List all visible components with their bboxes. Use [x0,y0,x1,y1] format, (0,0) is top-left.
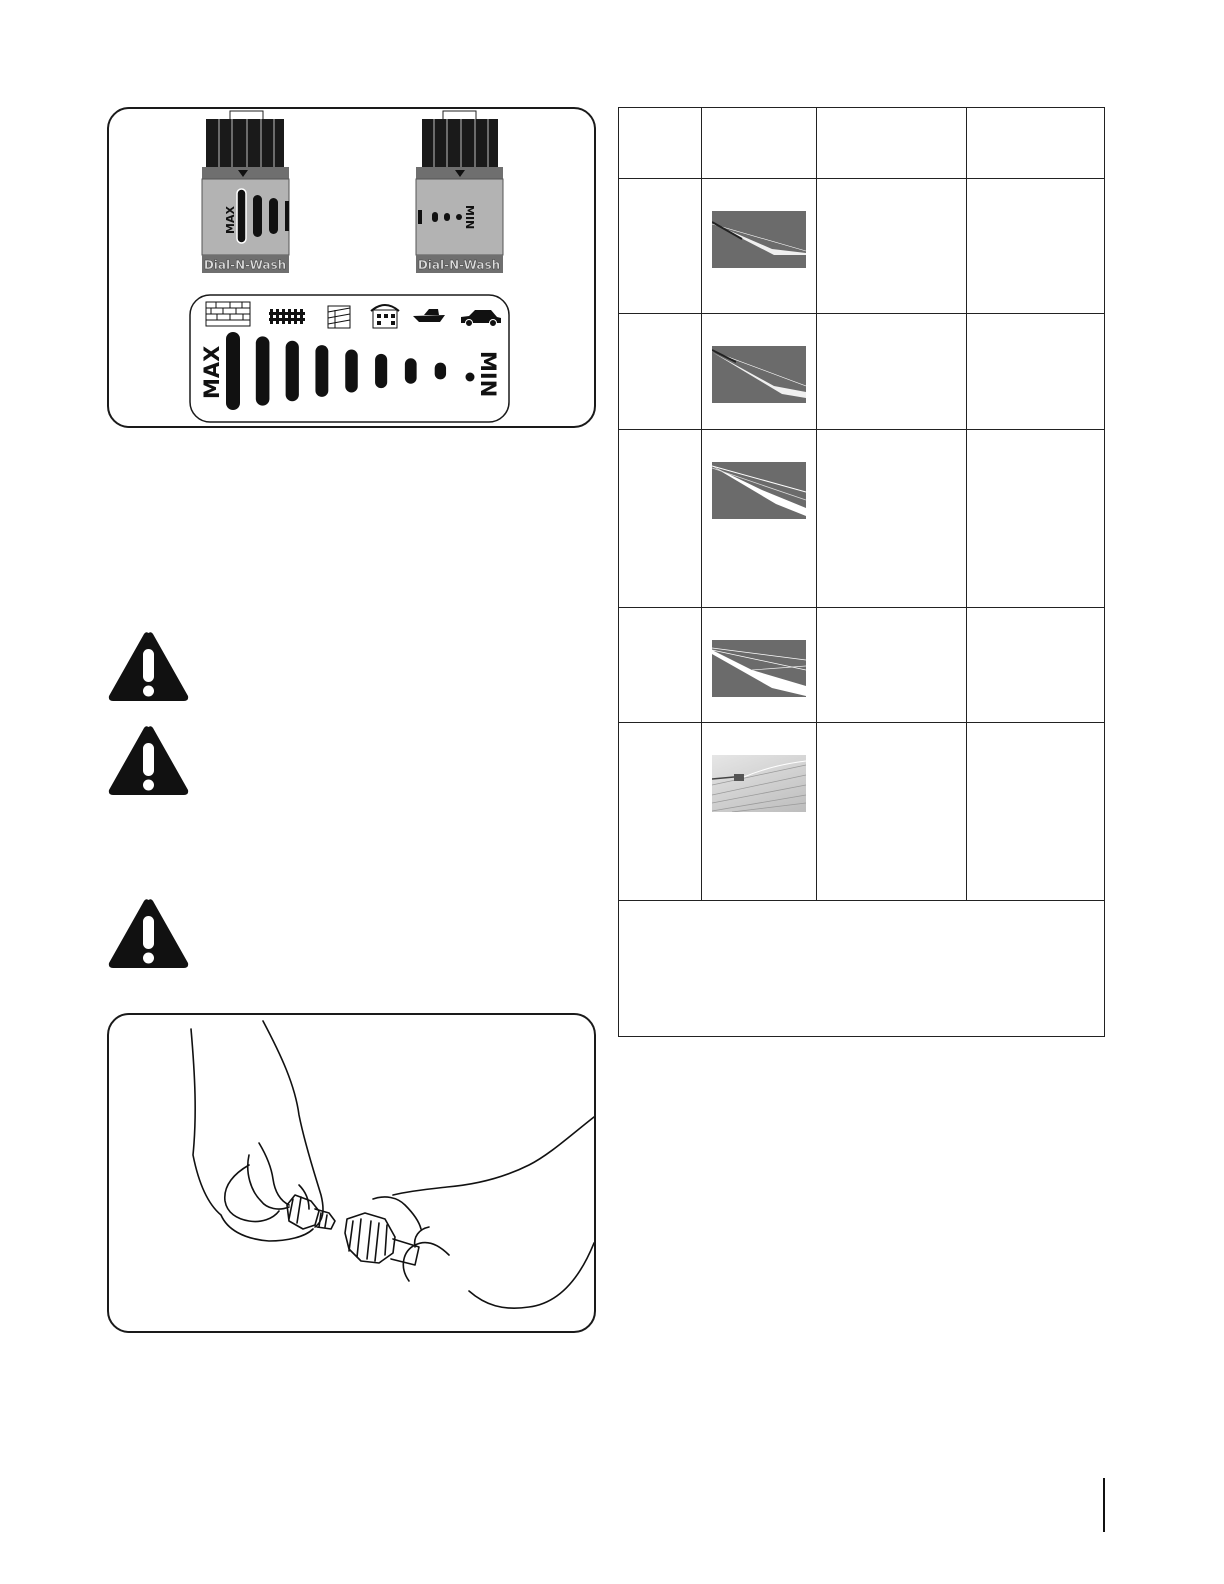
table-row [619,179,1105,314]
warning-triangle-icon [107,897,190,970]
table-row [619,430,1105,608]
scale-bar [375,354,387,388]
warning-triangle-icon [107,630,190,703]
dial-figure [109,109,594,426]
table-footer-cell [619,901,1105,1037]
scale-bar [226,332,240,410]
dial-figure-panel [107,107,596,428]
table-row [619,723,1105,901]
min-scale-label: MIN [476,351,500,398]
scale-bar [286,341,299,402]
warning-triangle-icon [107,724,190,797]
table-header-cell [967,108,1105,179]
scale-bar [256,336,270,405]
nozzle-table [618,107,1105,1037]
table-header-cell [619,108,702,179]
min-dial-label: MIN [463,205,476,230]
nozzle-min [416,111,503,273]
table-header-row [619,108,1105,179]
scale-bar [345,350,358,393]
quick-connect-illustration [109,1015,594,1331]
scale-bar [315,345,328,397]
scale-bar [466,373,475,382]
deck-icon [328,306,350,328]
scale-bar [405,358,417,384]
narrow-spray-photo [712,211,806,268]
table-row [619,608,1105,723]
page-marker [1103,1478,1105,1532]
hands-figure-panel [107,1013,596,1333]
table-footer-row [619,901,1105,1037]
wide-spray-photo [712,462,806,519]
max-scale-label: MAX [200,345,224,399]
dial-brand-right: Dial-N-Wash [417,258,501,272]
table-header-cell [702,108,817,179]
table-row [619,314,1105,430]
dial-brand-left: Dial-N-Wash [203,258,287,272]
narrow-spray-photo [712,346,806,403]
max-dial-label: MAX [224,206,237,234]
nozzle-max [202,111,289,273]
brick-wall-icon [206,302,250,326]
scale-bar [435,363,446,380]
fan-spray-photo [712,640,806,697]
table-header-cell [817,108,967,179]
pressure-scale [190,295,509,422]
soap-spray-photo [712,755,806,812]
